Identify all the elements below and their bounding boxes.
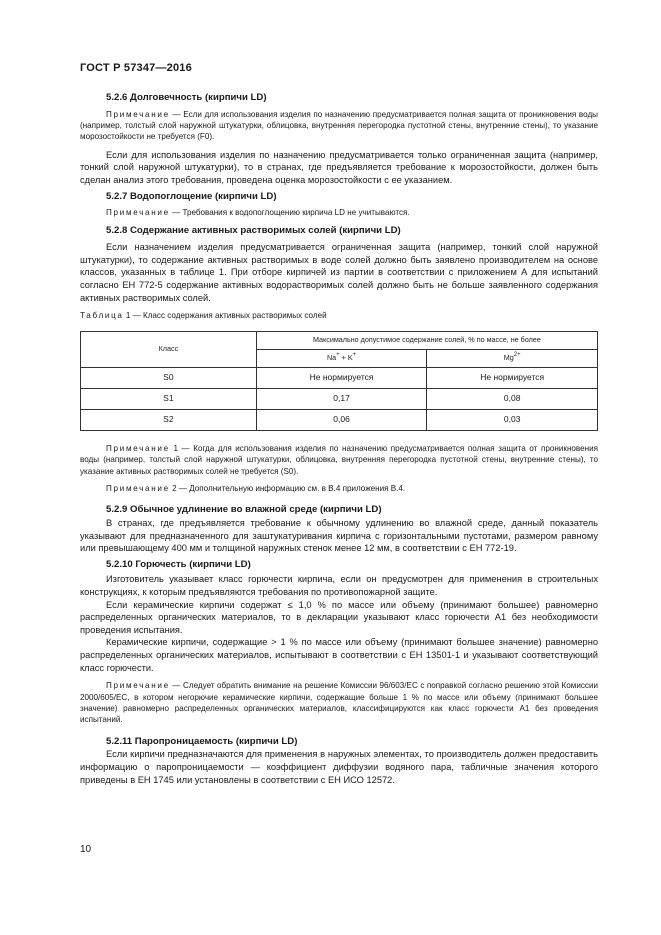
table-row [81, 409, 598, 430]
table-note-2 [80, 483, 598, 494]
table-row [81, 388, 598, 409]
note-text: — Следует обратить внимание на решение Комиссии 96/603/ЕС с поправкой согласно решению этой Комиссии 2000/605/ЕС, в котором негорючие керамические кирпичи, содержащие больше 1 % по массе или объему (принимают большее значение) равномерно распределенных органических материалов, классифицируются как класс горючести А1 без проведения испытаний. [80, 681, 598, 725]
k-symbol: + K [339, 352, 353, 362]
note-label: Примечание [106, 109, 170, 119]
table-row [81, 367, 598, 388]
header-class: Класс [81, 331, 257, 367]
section-5-2-6-heading: 5.2.6 Долговечность (кирпичи LD) [106, 92, 267, 103]
cell-mg: Не нормируется [427, 367, 598, 388]
header-na-k [256, 349, 427, 367]
section-5-2-6-note [80, 109, 598, 143]
document-header: ГОСТ Р 57347—2016 [80, 62, 192, 74]
salt-content-table [80, 331, 598, 431]
table-caption-text: 1 — Класс содержания активных растворимых солей [125, 311, 327, 321]
table-caption-label: Таблица [80, 311, 124, 321]
cell-mg: 0,03 [427, 409, 598, 430]
table-note-1 [80, 443, 598, 477]
note-label: Примечание [106, 443, 170, 453]
section-5-2-9-heading: 5.2.9 Обычное удлинение во влажной среде (кирпичи LD) [106, 504, 382, 516]
na-charge: + [336, 351, 340, 358]
note-text: 1 — Когда для использования изделия по назначению предусматривается полная защита от проникновения воды (например, толстый слой наружной штукатурки, облицовка, внутренняя перегородка пустотной стены, внутренние стены), то указание активных растворимых солей не требуется (S0). [80, 443, 598, 476]
section-5-2-10-paragraph-2: Если керамические кирпичи содержат ≤ 1,0 % по массе или объему (принимают большее) равномерно распределенных органических материалов, то в декларации указывают класс горючести А1 без необходимости проведения испытания. [80, 599, 598, 635]
note-text: 2 — Дополнительную информацию см. в В.4 приложения В.4. [169, 483, 406, 493]
section-5-2-8-paragraph: Если назначением изделия предусматривается ограниченная защита (например, тонкий слой наружной штукатурки), то содержание активных растворимых в воде солей должно быть заявлено производителем на основе классов, указанных в таблице 1. При отборе кирпичей из партии в соответствии с приложением А для испытаний согласно ЕН 772-5 содержание активных водорастворимых солей должно быть не больше заявленного содержания активных растворимых солей. [80, 242, 598, 303]
mg-charge: 2+ [513, 351, 521, 358]
cell-na-k: 0,17 [256, 388, 427, 409]
na-symbol: Na [326, 352, 337, 362]
section-5-2-10-note [80, 680, 598, 726]
note-label: Примечание [106, 483, 170, 493]
mg-symbol: Mg [503, 352, 514, 362]
section-5-2-8-heading: 5.2.8 Содержание активных растворимых солей (кирпичи LD) [106, 224, 401, 236]
header-max-content: Максимально допустимое содержание солей, % по массе, не более [256, 331, 597, 349]
k-charge: + [352, 351, 357, 358]
section-5-2-10-paragraph-3: Керамические кирпичи, содержащие > 1 % по массе или объему (принимают большее значение) равномерно распределенных органических материалов, испытывают в соответствии с ЕН 13501-1 и указывают соответствующий класс горючести. [80, 637, 598, 673]
page-content [80, 92, 598, 786]
cell-class: S0 [81, 367, 257, 388]
note-label: Примечание [106, 208, 170, 218]
section-5-2-11-heading: 5.2.11 Паропроницаемость (кирпичи LD) [106, 735, 298, 747]
section-5-2-11-paragraph: Если кирпичи предназначаются для применения в наружных элементах, то производитель должен предоставить информацию о паропроницаемости — коэффициент диффузии водяного пара, табличные значения которого приведены в ЕН 1745 или установлены в соответствии с ЕН ИСО 12572. [80, 749, 598, 785]
page-number: 10 [80, 844, 92, 855]
cell-class: S2 [81, 409, 257, 430]
note-label: Примечание [106, 681, 170, 691]
table-header-row [81, 331, 598, 349]
cell-na-k: 0,06 [256, 409, 427, 430]
cell-na-k: Не нормируется [256, 367, 427, 388]
section-5-2-9-paragraph: В странах, где предъявляется требование к обычному удлинению во влажной среде, данный показатель указывают для предназначенного для заштукатуривания кирпича с горизонтальными пустотами, размером равному или превышающему 400 мм и толщиной наружных стенок менее 12 мм, в соответствии с ЕН 772-19. [80, 517, 598, 554]
note-text: — Требования к водопоглощению кирпича LD не учитываются. [169, 208, 410, 218]
section-5-2-10-paragraph-1: Изготовитель указывает класс горючести кирпича, если он предусмотрен для применения в строительных конструкциях, к которым предъявляются требования по противопожарной защите. [80, 574, 598, 597]
section-5-2-6-paragraph: Если для использования изделия по назначению предусматривается только ограниченная защита (например, тонкий слой наружной штукатурки), то в странах, где предъявляется требование к морозостойкости, должен быть сделан анализ этого требования, проведена оценка морозостойкости с ее указанием. [80, 149, 598, 185]
section-5-2-7-note [80, 207, 598, 218]
section-5-2-7-heading: 5.2.7 Водопоглощение (кирпичи LD) [106, 190, 277, 202]
table-1-caption [80, 310, 598, 323]
note-text: — Если для использования изделия по назначению предусматривается полная защита от проникновения воды (например, толстый слой наружной штукатурки, облицовка, внутренняя перегородка пустотной стены, внутренние стены), то указание морозостойкости не требуется (F0). [80, 109, 598, 142]
section-5-2-10-heading: 5.2.10 Горючесть (кирпичи LD) [106, 558, 251, 570]
cell-mg: 0,08 [427, 388, 598, 409]
cell-class: S1 [81, 388, 257, 409]
header-mg [427, 349, 598, 367]
